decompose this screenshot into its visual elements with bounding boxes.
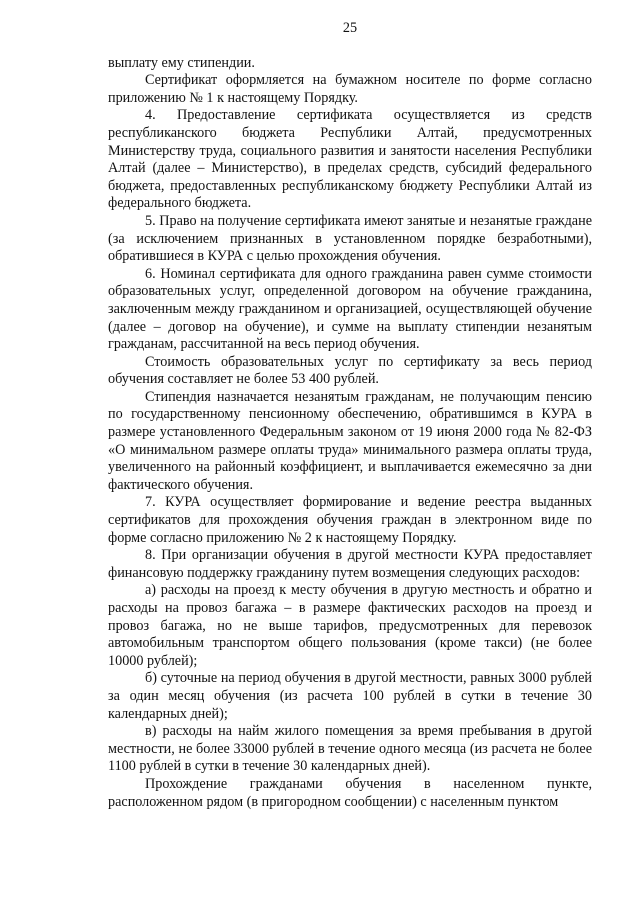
paragraph-stipend-end: выплату ему стипендии. — [108, 54, 255, 71]
paragraph-item-6: 6. Номинал сертификата для одного гражданина равен сумме стоимости образовательных услуг, определенной договором на обучение гражданина, заключенным между гражданином и организацией, осуществляющей обучение (далее – договор на обучение), и сумме на выплату стипендии незанятым гражданам, рассчитанной на весь период обучения. — [108, 265, 592, 353]
paragraph-cost-limit: Стоимость образовательных услуг по сертификату за весь период обучения составляет не более 53 400 рублей. — [108, 353, 592, 388]
paragraph-item-5: 5. Право на получение сертификата имеют занятые и незанятые граждане (за исключением признанных в установленном порядке безработными), обратившиеся в КУРА с целью прохождения обучения. — [108, 212, 592, 265]
paragraph-stipend: Стипендия назначается незанятым гражданам, не получающим пенсию по государственному пенсионному обеспечению, обратившимся в КУРА в размере установленного Федеральным законом от 19 июня 2000 года № 82-ФЗ «О минимальном размере оплаты труда» минимального размера оплаты труда, увеличенного на районный коэффициент, и выплачивается ежемесячно за дни фактического обучения. — [108, 388, 592, 493]
paragraph-item-4: 4. Предоставление сертификата осуществляется из средств республиканского бюджета Республики Алтай, предусмотренных Министерству труда, социального развития и занятости населения Республики Алтай (далее – Министерство), в пределах средств, субсидий федерального бюджета, предоставленных республиканскому бюджету Республики Алтай из федерального бюджета. — [108, 107, 592, 212]
paragraph-nearby-locality: Прохождение гражданами обучения в населенном пункте, расположенном рядом (в пригородном сообщении) с населенным пунктом — [108, 775, 592, 810]
page-number: 25 — [342, 20, 358, 36]
paragraph-certificate-form: Сертификат оформляется на бумажном носителе по форме согласно приложению № 1 к настоящему Порядку. — [108, 72, 592, 106]
paragraph-item-8c: в) расходы на найм жилого помещения за время пребывания в другой местности, не более 33000 рублей в течение одного месяца (из расчета не более 1100 рублей в сутки в течение 30 календарных дней). — [108, 723, 592, 775]
paragraph-item-7: 7. КУРА осуществляет формирование и ведение реестра выданных сертификатов для прохождения обучения граждан в электронном виде по форме согласно приложению № 2 к настоящему Порядку. — [108, 494, 592, 546]
paragraph-item-8a: а) расходы на проезд к месту обучения в другую местность и обратно и расходы на провоз багажа – в размере фактических расходов на проезд и провоз багажа, но не выше тарифов, предусмотренных для перевозок автомобильным транспортом общего пользования (кроме такси) (не более 10000 рублей); — [108, 582, 592, 669]
paragraph-item-8: 8. При организации обучения в другой местности КУРА предоставляет финансовую поддержку гражданину путем возмещения следующих расходов: — [108, 547, 592, 581]
paragraph-item-8b: б) суточные на период обучения в другой местности, равных 3000 рублей за один месяц обучения (из расчета 100 рублей в сутки в течение 30 календарных дней); — [108, 670, 592, 722]
